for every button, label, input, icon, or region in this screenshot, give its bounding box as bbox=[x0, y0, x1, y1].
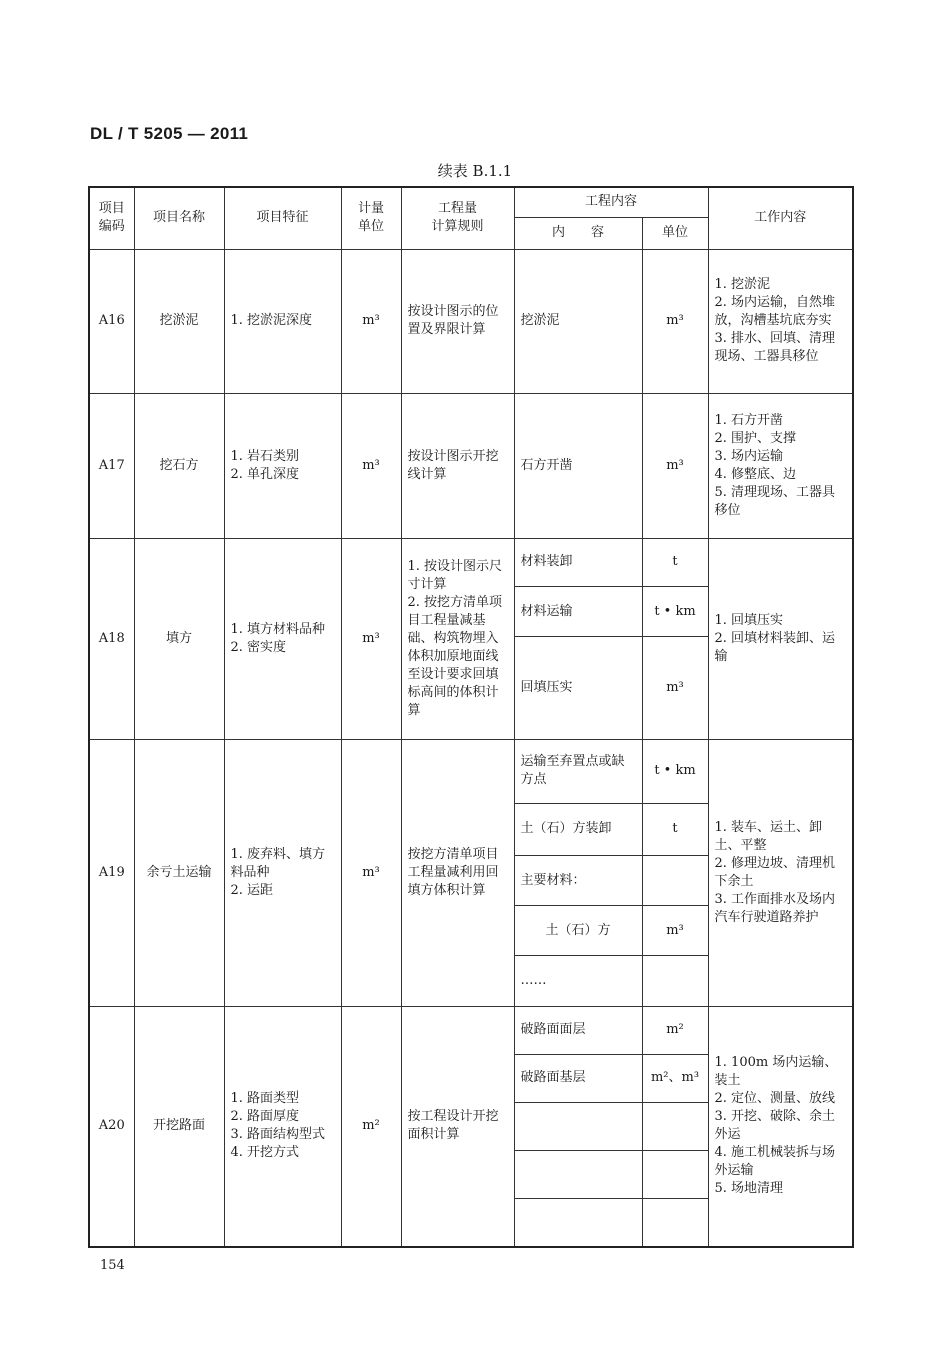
table-row-a18 bbox=[89, 538, 853, 586]
item-code: A16 bbox=[89, 249, 134, 394]
item-feature: 1. 岩石类别 2. 单孔深度 bbox=[224, 394, 341, 539]
item-name: 挖淤泥 bbox=[134, 249, 224, 394]
item-work: 1. 回填压实 2. 回填材料装卸、运输 bbox=[708, 538, 853, 739]
item-rule: 1. 按设计图示尺寸计算 2. 按挖方清单项目工程量减基础、构筑物埋入体积加原地面线至设计要求回填标高间的体积计算 bbox=[401, 538, 514, 739]
content-unit: m²、m³ bbox=[642, 1054, 708, 1102]
content-unit: m³ bbox=[642, 249, 708, 394]
col-header-name: 项目名称 bbox=[134, 187, 224, 249]
item-work: 1. 挖淤泥 2. 场内运输，自然堆放，沟槽基坑底夯实 3. 排水、回填、清理现场、工器具移位 bbox=[708, 249, 853, 394]
item-code: A19 bbox=[89, 739, 134, 1006]
col-header-feature: 项目特征 bbox=[224, 187, 341, 249]
item-name: 填方 bbox=[134, 538, 224, 739]
item-work: 1. 100m 场内运输、装土 2. 定位、测量、放线 3. 开挖、破除、余土外运 4. 施工机械装拆与场外运输 5. 场地清理 bbox=[708, 1006, 853, 1247]
item-code: A18 bbox=[89, 538, 134, 739]
content-item bbox=[514, 1151, 642, 1199]
item-code: A20 bbox=[89, 1006, 134, 1247]
item-feature: 1. 挖淤泥深度 bbox=[224, 249, 341, 394]
item-unit: m³ bbox=[341, 538, 401, 739]
table-row-a20 bbox=[89, 1006, 853, 1054]
item-unit: m³ bbox=[341, 249, 401, 394]
content-unit bbox=[642, 956, 708, 1006]
content-item: 土（石）方 bbox=[514, 906, 642, 956]
item-name: 余亏土运输 bbox=[134, 739, 224, 1006]
content-unit: m³ bbox=[642, 637, 708, 739]
content-item: 主要材料： bbox=[514, 855, 642, 905]
col-header-code: 项目 编码 bbox=[89, 187, 134, 249]
content-item: 土（石）方装卸 bbox=[514, 803, 642, 855]
col-header-content-unit: 单位 bbox=[642, 217, 708, 249]
content-unit bbox=[642, 1199, 708, 1247]
content-unit: m³ bbox=[642, 906, 708, 956]
col-header-rule: 工程量 计算规则 bbox=[401, 187, 514, 249]
header-row bbox=[89, 187, 853, 217]
item-unit: m³ bbox=[341, 739, 401, 1006]
page-number: 154 bbox=[100, 1258, 125, 1273]
item-work: 1. 石方开凿 2. 围护、支撑 3. 场内运输 4. 修整底、边 5. 清理现场、工器具移位 bbox=[708, 394, 853, 539]
content-item: 破路面面层 bbox=[514, 1006, 642, 1054]
item-rule: 按挖方清单项目工程量减利用回填方体积计算 bbox=[401, 739, 514, 1006]
content-unit bbox=[642, 1102, 708, 1150]
content-item: …… bbox=[514, 956, 642, 1006]
item-name: 挖石方 bbox=[134, 394, 224, 539]
table-row-a17 bbox=[89, 394, 853, 539]
col-header-unit: 计量 单位 bbox=[341, 187, 401, 249]
item-feature: 1. 填方材料品种 2. 密实度 bbox=[224, 538, 341, 739]
content-item: 挖淤泥 bbox=[514, 249, 642, 394]
content-unit bbox=[642, 1151, 708, 1199]
item-rule: 按工程设计开挖面积计算 bbox=[401, 1006, 514, 1247]
content-item bbox=[514, 1102, 642, 1150]
item-work: 1. 装车、运土、卸土、平整 2. 修理边坡、清理机下余土 3. 工作面排水及场内汽车行驶道路养护 bbox=[708, 739, 853, 1006]
content-unit: t • km bbox=[642, 739, 708, 803]
col-header-work: 工作内容 bbox=[708, 187, 853, 249]
item-rule: 按设计图示的位置及界限计算 bbox=[401, 249, 514, 394]
col-header-content-group: 工程内容 bbox=[514, 187, 708, 217]
item-name: 开挖路面 bbox=[134, 1006, 224, 1247]
content-unit: m³ bbox=[642, 394, 708, 539]
content-item bbox=[514, 1199, 642, 1247]
content-unit bbox=[642, 855, 708, 905]
content-unit: t bbox=[642, 538, 708, 586]
content-item: 回填压实 bbox=[514, 637, 642, 739]
document-code: DL / T 5205 — 2011 bbox=[90, 124, 249, 143]
col-header-content-item: 内 容 bbox=[514, 217, 642, 249]
content-item: 石方开凿 bbox=[514, 394, 642, 539]
table-row-a19 bbox=[89, 739, 853, 803]
content-item: 材料运输 bbox=[514, 586, 642, 636]
content-unit: t • km bbox=[642, 586, 708, 636]
table-caption: 续表 B.1.1 bbox=[437, 162, 513, 180]
specification-table bbox=[88, 186, 854, 1248]
table-row-a16 bbox=[89, 249, 853, 394]
content-item: 材料装卸 bbox=[514, 538, 642, 586]
item-feature: 1. 废弃料、填方料品种 2. 运距 bbox=[224, 739, 341, 1006]
item-unit: m² bbox=[341, 1006, 401, 1247]
content-item: 运输至弃置点或缺方点 bbox=[514, 739, 642, 803]
item-code: A17 bbox=[89, 394, 134, 539]
content-unit: m² bbox=[642, 1006, 708, 1054]
item-unit: m³ bbox=[341, 394, 401, 539]
item-rule: 按设计图示开挖线计算 bbox=[401, 394, 514, 539]
content-unit: t bbox=[642, 803, 708, 855]
content-item: 破路面基层 bbox=[514, 1054, 642, 1102]
item-feature: 1. 路面类型 2. 路面厚度 3. 路面结构型式 4. 开挖方式 bbox=[224, 1006, 341, 1247]
